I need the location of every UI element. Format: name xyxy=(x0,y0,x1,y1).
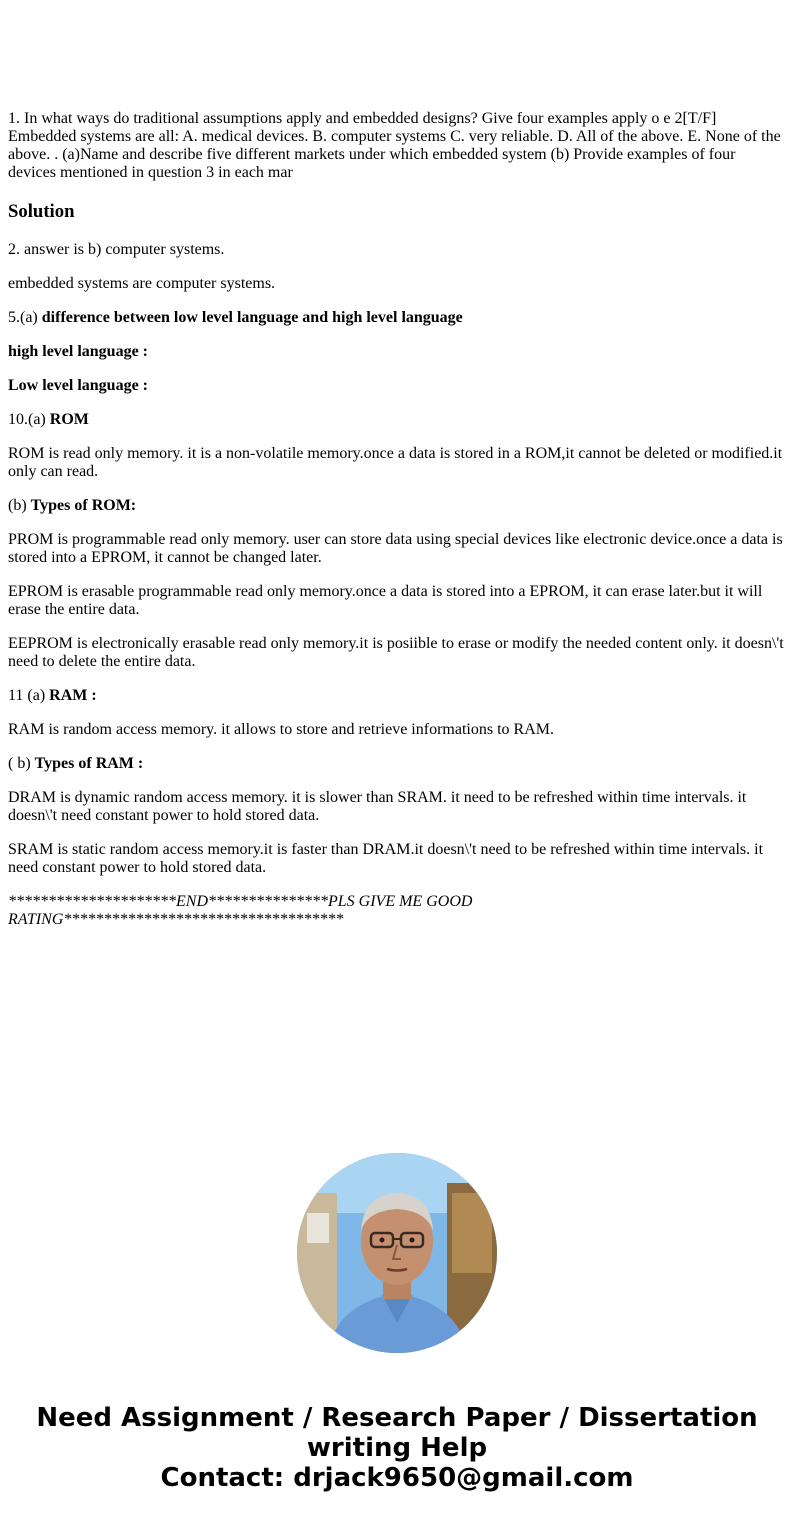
eeprom-description: EEPROM is electronically erasable read only memory.it is posiible to erase or modify the needed content only. it doesn\'t need to delete the entire data. xyxy=(8,635,784,670)
solution-heading: Solution xyxy=(8,201,75,222)
section-10b-title: Types of ROM: xyxy=(30,497,137,514)
high-level-heading xyxy=(8,343,786,361)
end-rating-line: *********************END***************PLS GIVE ME GOOD RATING*********************************** xyxy=(8,893,473,928)
dram-description: DRAM is dynamic random access memory. it is slower than SRAM. it need to be refreshed within time intervals. it doesn\'t need constant power to hold stored data. xyxy=(8,789,747,824)
section-5a-prefix: 5.(a) xyxy=(8,309,42,326)
sram-description: SRAM is static random access memory.it is faster than DRAM.it doesn\'t need to be refreshed within time intervals. it need constant power to hold stored data. xyxy=(8,841,764,876)
section-10a-title: ROM xyxy=(49,411,89,428)
section-5a xyxy=(8,309,786,327)
promo-help-line: Need Assignment / Research Paper / Dissertation writing Help xyxy=(36,1403,758,1463)
promo-contact-line: Contact: drjack9650@gmail.com xyxy=(160,1463,634,1493)
eprom-description: EPROM is erasable programmable read only memory.once a data is stored into a EPROM, it can erase later.but it will erase the entire data. xyxy=(8,583,763,618)
high-level-title: high level language : xyxy=(8,343,149,360)
section-11a xyxy=(8,687,786,705)
section-10b xyxy=(8,497,786,515)
ram-description: RAM is random access memory. it allows to store and retrieve informations to RAM. xyxy=(8,721,554,738)
section-11a-prefix: 11 (a) xyxy=(8,687,50,704)
document-content xyxy=(8,110,786,945)
section-10a xyxy=(8,411,786,429)
section-11b xyxy=(8,755,786,773)
low-level-title: Low level language : xyxy=(8,377,148,394)
prom-description: PROM is programmable read only memory. user can store data using special devices like electronic device.once a data is stored into a EPROM, it cannot be changed later. xyxy=(8,531,783,566)
section-10a-prefix: 10.(a) xyxy=(8,411,50,428)
answer-paragraph: 2. answer is b) computer systems. xyxy=(8,241,225,258)
answer-explanation: embedded systems are computer systems. xyxy=(8,275,276,292)
promo-banner xyxy=(0,1403,794,1493)
low-level-heading xyxy=(8,377,786,395)
person-photo-icon xyxy=(297,1153,497,1353)
section-5a-title: difference between low level language and high level language xyxy=(41,309,463,326)
section-10b-prefix: (b) xyxy=(8,497,31,514)
section-11a-title: RAM : xyxy=(49,687,97,704)
author-avatar xyxy=(297,1153,497,1353)
rom-description: ROM is read only memory. it is a non-volatile memory.once a data is stored in a ROM,it cannot be deleted or modified.it only can read. xyxy=(8,445,783,480)
section-11b-prefix: ( b) xyxy=(8,755,35,772)
section-11b-title: Types of RAM : xyxy=(34,755,144,772)
question-text: 1. In what ways do traditional assumptions apply and embedded designs? Give four examples apply o e 2[T/F] Embedded systems are all: A. medical devices. B. computer systems C. very reliable. D. All of the above. E. None of the above. . (a)Name and describe five different markets under which embedded system (b) Provide examples of four devices mentioned in question 3 in each mar xyxy=(8,110,781,181)
